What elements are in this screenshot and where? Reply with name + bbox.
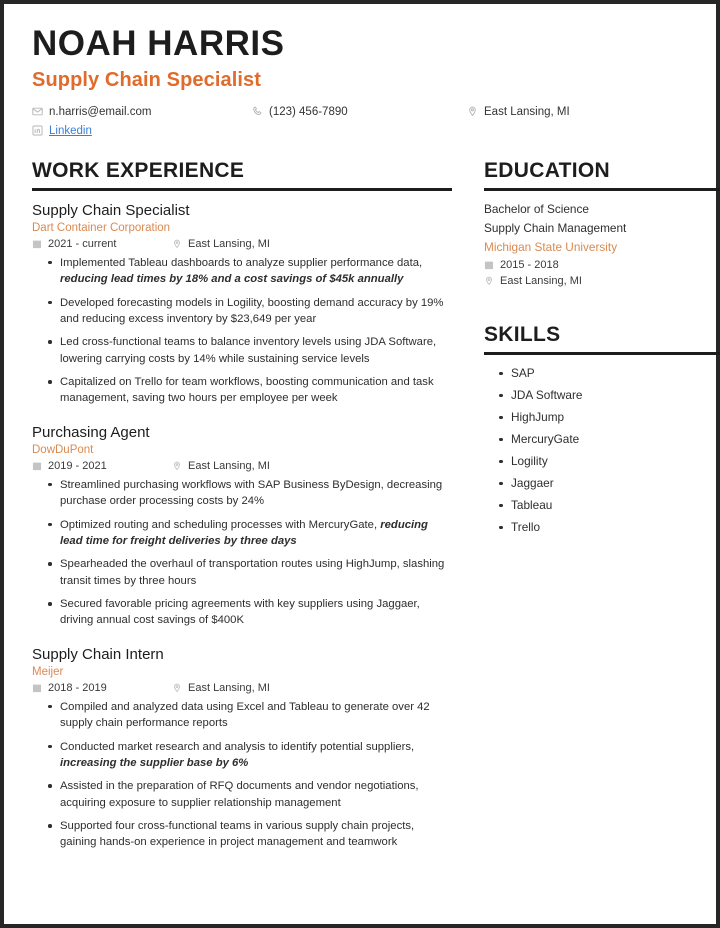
work-bullet	[48, 556, 452, 589]
resume-body	[32, 159, 688, 868]
work-bullet-text: Streamlined purchasing workflows with SAP Business ByDesign, decreasing purchase order processing costs by 24%	[60, 478, 443, 508]
calendar-icon	[32, 683, 42, 693]
work-entry	[32, 424, 452, 629]
work-entry-location-text: East Lansing, MI	[188, 459, 270, 472]
work-entry-title: Purchasing Agent	[32, 423, 150, 441]
work-bullet-text: Compiled and analyzed data using Excel and Tableau to generate over 42 supply chain performance reports	[60, 700, 430, 730]
education-dates	[484, 259, 720, 271]
work-entry-meta	[32, 460, 452, 472]
work-entry-meta	[32, 682, 452, 694]
education-section-title: EDUCATION	[484, 158, 610, 182]
work-bullet-emphasis: reducing lead time for freight deliveries by three days	[60, 518, 428, 547]
work-bullet	[48, 699, 452, 732]
work-entry-company: DowDuPont	[32, 443, 94, 456]
work-entry-company: Meijer	[32, 665, 64, 678]
map-pin-icon	[172, 461, 182, 471]
contact-email[interactable]	[32, 106, 252, 118]
work-bullet	[48, 255, 452, 288]
education-degree: Bachelor of Science	[484, 201, 589, 216]
work-entry	[32, 646, 452, 851]
skills-section-rule	[484, 352, 720, 355]
work-bullet	[48, 334, 452, 367]
skills-list	[484, 366, 720, 534]
work-entry	[32, 202, 452, 407]
work-bullet-text: Assisted in the preparation of RFQ documents and vendor negotiations, acquiring exposure to supplier relationship management	[60, 780, 419, 809]
work-entry-location	[172, 460, 270, 472]
work-bullet-emphasis: reducing lead times by 18% and a cost savings of $45k annually	[60, 273, 404, 286]
skill-item: Trello	[499, 520, 720, 534]
calendar-icon	[32, 239, 42, 249]
work-bullet	[48, 517, 452, 550]
work-bullet	[48, 596, 452, 629]
map-pin-icon	[484, 276, 494, 286]
work-section-title: WORK EXPERIENCE	[32, 158, 245, 182]
education-dates-text: 2015 - 2018	[500, 258, 559, 271]
skill-item: JDA Software	[499, 388, 720, 402]
contact-row-primary	[32, 106, 688, 118]
work-entry-location	[172, 238, 270, 250]
work-bullet-text: Secured favorable pricing agreements with key suppliers using Jaggaer, driving annual cost savings of $400K	[60, 598, 420, 627]
work-entry-dates-text: 2021 - current	[48, 237, 117, 250]
work-bullet	[48, 374, 452, 407]
map-pin-icon	[172, 683, 182, 693]
education-field: Supply Chain Management	[484, 220, 627, 235]
work-entry-bullets	[32, 699, 452, 851]
calendar-icon	[32, 461, 42, 471]
skill-item: Logility	[499, 454, 720, 468]
work-entry-title: Supply Chain Intern	[32, 645, 164, 663]
work-entry-dates	[32, 682, 172, 694]
skill-item: Jaggaer	[499, 476, 720, 490]
work-entry-dates-text: 2019 - 2021	[48, 459, 107, 472]
candidate-name: NOAH HARRIS	[32, 24, 285, 63]
calendar-icon	[484, 260, 494, 270]
contact-row-secondary	[32, 125, 688, 137]
work-bullet-text: Led cross-functional teams to balance inventory levels using JDA Software, lowering carrying costs by 14% while sustaining service levels	[60, 336, 437, 365]
work-section-rule	[32, 188, 452, 191]
contact-linkedin-text[interactable]: Linkedin	[49, 124, 92, 137]
work-bullet	[48, 818, 452, 851]
resume-header	[32, 26, 688, 137]
work-entry-location-text: East Lansing, MI	[188, 681, 270, 694]
work-bullet	[48, 739, 452, 772]
contact-phone-text: (123) 456-7890	[269, 105, 348, 118]
work-entry-dates	[32, 460, 172, 472]
work-entry-bullets	[32, 255, 452, 407]
education-school: Michigan State University	[484, 239, 618, 254]
work-entry-dates-text: 2018 - 2019	[48, 681, 107, 694]
work-bullet-text: Implemented Tableau dashboards to analyze supplier performance data,	[60, 256, 423, 269]
education-location	[484, 275, 720, 287]
education-entry	[484, 202, 720, 287]
work-bullet	[48, 778, 452, 811]
skill-item: Tableau	[499, 498, 720, 512]
work-entry-company: Dart Container Corporation	[32, 221, 171, 234]
contact-location-text: East Lansing, MI	[484, 105, 570, 118]
work-bullet-emphasis: increasing the supplier base by 6%	[60, 756, 249, 769]
skill-item: SAP	[499, 366, 720, 380]
work-bullet-text: Optimized routing and scheduling processes with MercuryGate,	[60, 518, 381, 531]
skill-item: HighJump	[499, 410, 720, 424]
work-bullet-text: Capitalized on Trello for team workflows, boosting communication and task management, saving two hours per employee per week	[60, 376, 434, 405]
left-column	[32, 159, 452, 868]
right-column	[484, 159, 720, 542]
work-bullet	[48, 295, 452, 328]
work-bullet-text: Spearheaded the overhaul of transportation routes using HighJump, slashing transit times by three hours	[60, 558, 445, 587]
work-entries	[32, 202, 452, 851]
contact-location	[467, 106, 570, 118]
education-location-text: East Lansing, MI	[500, 274, 582, 287]
contact-email-text: n.harris@email.com	[49, 105, 152, 118]
map-pin-icon	[172, 239, 182, 249]
work-bullet-text: Developed forecasting models in Logility, boosting demand accuracy by 19% and reducing excess inventory by $23,649 per year	[60, 296, 444, 325]
envelope-icon	[32, 106, 43, 117]
linkedin-icon	[32, 125, 43, 136]
candidate-role: Supply Chain Specialist	[32, 68, 262, 91]
work-entry-location-text: East Lansing, MI	[188, 237, 270, 250]
phone-icon	[252, 106, 263, 117]
skills-section-title: SKILLS	[484, 322, 561, 346]
work-entry-meta	[32, 238, 452, 250]
work-entry-location	[172, 682, 270, 694]
contact-linkedin[interactable]	[32, 125, 252, 137]
skill-item: MercuryGate	[499, 432, 720, 446]
work-entry-bullets	[32, 477, 452, 629]
map-pin-icon	[467, 106, 478, 117]
work-bullet-text: Conducted market research and analysis to identify potential suppliers,	[60, 740, 415, 753]
work-entry-dates	[32, 238, 172, 250]
contact-phone[interactable]	[252, 106, 467, 118]
work-bullet-text: Supported four cross-functional teams in various supply chain projects, gaining hands-on experience in project management and teamwork	[60, 820, 415, 849]
work-bullet	[48, 477, 452, 510]
education-section-rule	[484, 188, 720, 191]
work-entry-title: Supply Chain Specialist	[32, 201, 190, 219]
